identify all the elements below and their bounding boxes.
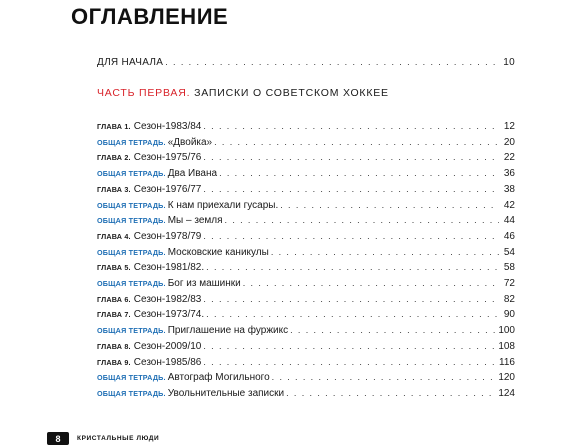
entry-page: 72 [503,278,515,289]
entry-title: Сезон-2009/10 [133,340,202,352]
entry-title: Сезон-1983/84 [133,121,202,132]
notebook-label: ОБЩАЯ ТЕТРАДЬ. [97,247,166,257]
leader-dots [243,276,499,290]
toc-entry [97,229,515,243]
leader-dots [203,339,496,353]
entry-page: 44 [503,215,515,227]
toc-entry [97,276,515,290]
toc-intro-text: ДЛЯ НАЧАЛА [97,57,164,68]
leader-dots [271,245,499,259]
toc-entry [97,213,515,227]
entry-page: 22 [503,152,515,164]
entry-page: 20 [503,136,515,148]
entry-title: Московские каникулы [167,246,269,258]
toc-entry [97,119,515,133]
toc-entry [97,150,515,164]
leader-dots [203,119,499,133]
leader-dots [203,182,499,196]
entry-page: 120 [498,372,515,384]
entry-title: Сезон-1985/86 [133,356,202,368]
notebook-label: ОБЩАЯ ТЕТРАДЬ. [97,326,166,336]
toc-entry [97,339,515,353]
page-title: ОГЛАВЛЕНИЕ [71,4,229,29]
part-label: ЧАСТЬ ПЕРВАЯ. [97,87,191,99]
entry-title: Бог из машинки [167,278,241,289]
entry-title: Увольнительные записки [167,387,285,399]
entry-title: Два Ивана [167,168,218,180]
entry-title: Мы – земля [167,215,223,227]
toc-intro-page: 10 [503,57,515,68]
leader-dots [272,370,497,384]
chapter-label: ГЛАВА 8. [97,341,131,351]
leader-dots [165,55,499,69]
chapter-label: ГЛАВА 7. [97,310,131,320]
leader-dots [286,386,496,400]
chapter-label: ГЛАВА 1. [97,122,131,131]
notebook-label: ОБЩАЯ ТЕТРАДЬ. [97,279,166,288]
entry-page: 38 [503,183,515,195]
notebook-label: ОБЩАЯ ТЕТРАДЬ. [97,200,166,210]
leader-dots [280,198,499,212]
entry-page: 42 [503,199,515,211]
toc-entry [97,260,515,274]
toc-entry [97,323,515,337]
entry-title: Сезон-1981/82. [133,262,205,274]
chapter-label: ГЛАВА 9. [97,357,131,367]
entry-page: 116 [499,356,515,368]
leader-dots [290,323,496,337]
leader-dots [203,229,499,243]
part-title: ЗАПИСКИ О СОВЕТСКОМ ХОККЕЕ [194,87,389,99]
entry-title: Приглашение на фуржикс [167,325,289,337]
leader-dots [206,260,499,274]
chapter-label: ГЛАВА 2. [97,153,131,163]
toc-entry [97,307,515,321]
entry-title: К нам приехали гусары. [167,199,279,211]
toc-entry [97,135,515,149]
notebook-label: ОБЩАЯ ТЕТРАДЬ. [97,373,166,383]
notebook-label: ОБЩАЯ ТЕТРАДЬ. [97,388,166,398]
entry-title: Сезон-1976/77 [133,183,202,195]
notebook-label: ОБЩАЯ ТЕТРАДЬ. [97,216,166,226]
page-footer [47,431,159,446]
leader-dots [203,150,499,164]
toc-entry [97,292,515,306]
toc-intro-row [97,55,515,69]
running-title: КРИСТАЛЬНЫЕ ЛЮДИ [77,435,160,442]
entry-page: 58 [503,262,515,274]
leader-dots [219,166,499,180]
leader-dots [225,213,499,227]
toc-entry [97,182,515,196]
toc-entry [97,245,515,259]
entry-page: 46 [503,230,515,242]
entry-title: Автограф Могильного [167,372,270,384]
chapter-label: ГЛАВА 5. [97,263,131,273]
toc-entry [97,370,515,384]
entry-title: Сезон-1975/76 [133,152,202,164]
entry-title: «Двойка» [167,136,213,148]
chapter-label: ГЛАВА 4. [97,231,131,241]
leader-dots [206,307,499,321]
leader-dots [203,355,497,369]
entry-page: 82 [503,293,515,305]
part-heading [97,87,389,99]
entry-page: 12 [503,121,515,132]
toc-entry [97,198,515,212]
leader-dots [214,135,499,149]
entry-title: Сезон-1973/74. [133,309,205,321]
notebook-label: ОБЩАЯ ТЕТРАДЬ. [97,137,166,147]
toc-entry [97,355,515,369]
entry-page: 124 [498,387,515,399]
entry-title: Сезон-1982/83 [133,293,202,305]
chapter-label: ГЛАВА 3. [97,184,131,194]
entry-page: 90 [503,309,515,321]
page-number: 8 [47,432,69,445]
entry-title: Сезон-1978/79 [133,230,202,242]
toc-entry [97,386,515,400]
entry-page: 108 [498,340,515,352]
entry-page: 100 [498,325,515,337]
leader-dots [203,292,499,306]
chapter-label: ГЛАВА 6. [97,294,131,304]
entry-page: 36 [503,168,515,180]
notebook-label: ОБЩАЯ ТЕТРАДЬ. [97,169,166,179]
entry-page: 54 [503,246,515,258]
toc-entry [97,166,515,180]
